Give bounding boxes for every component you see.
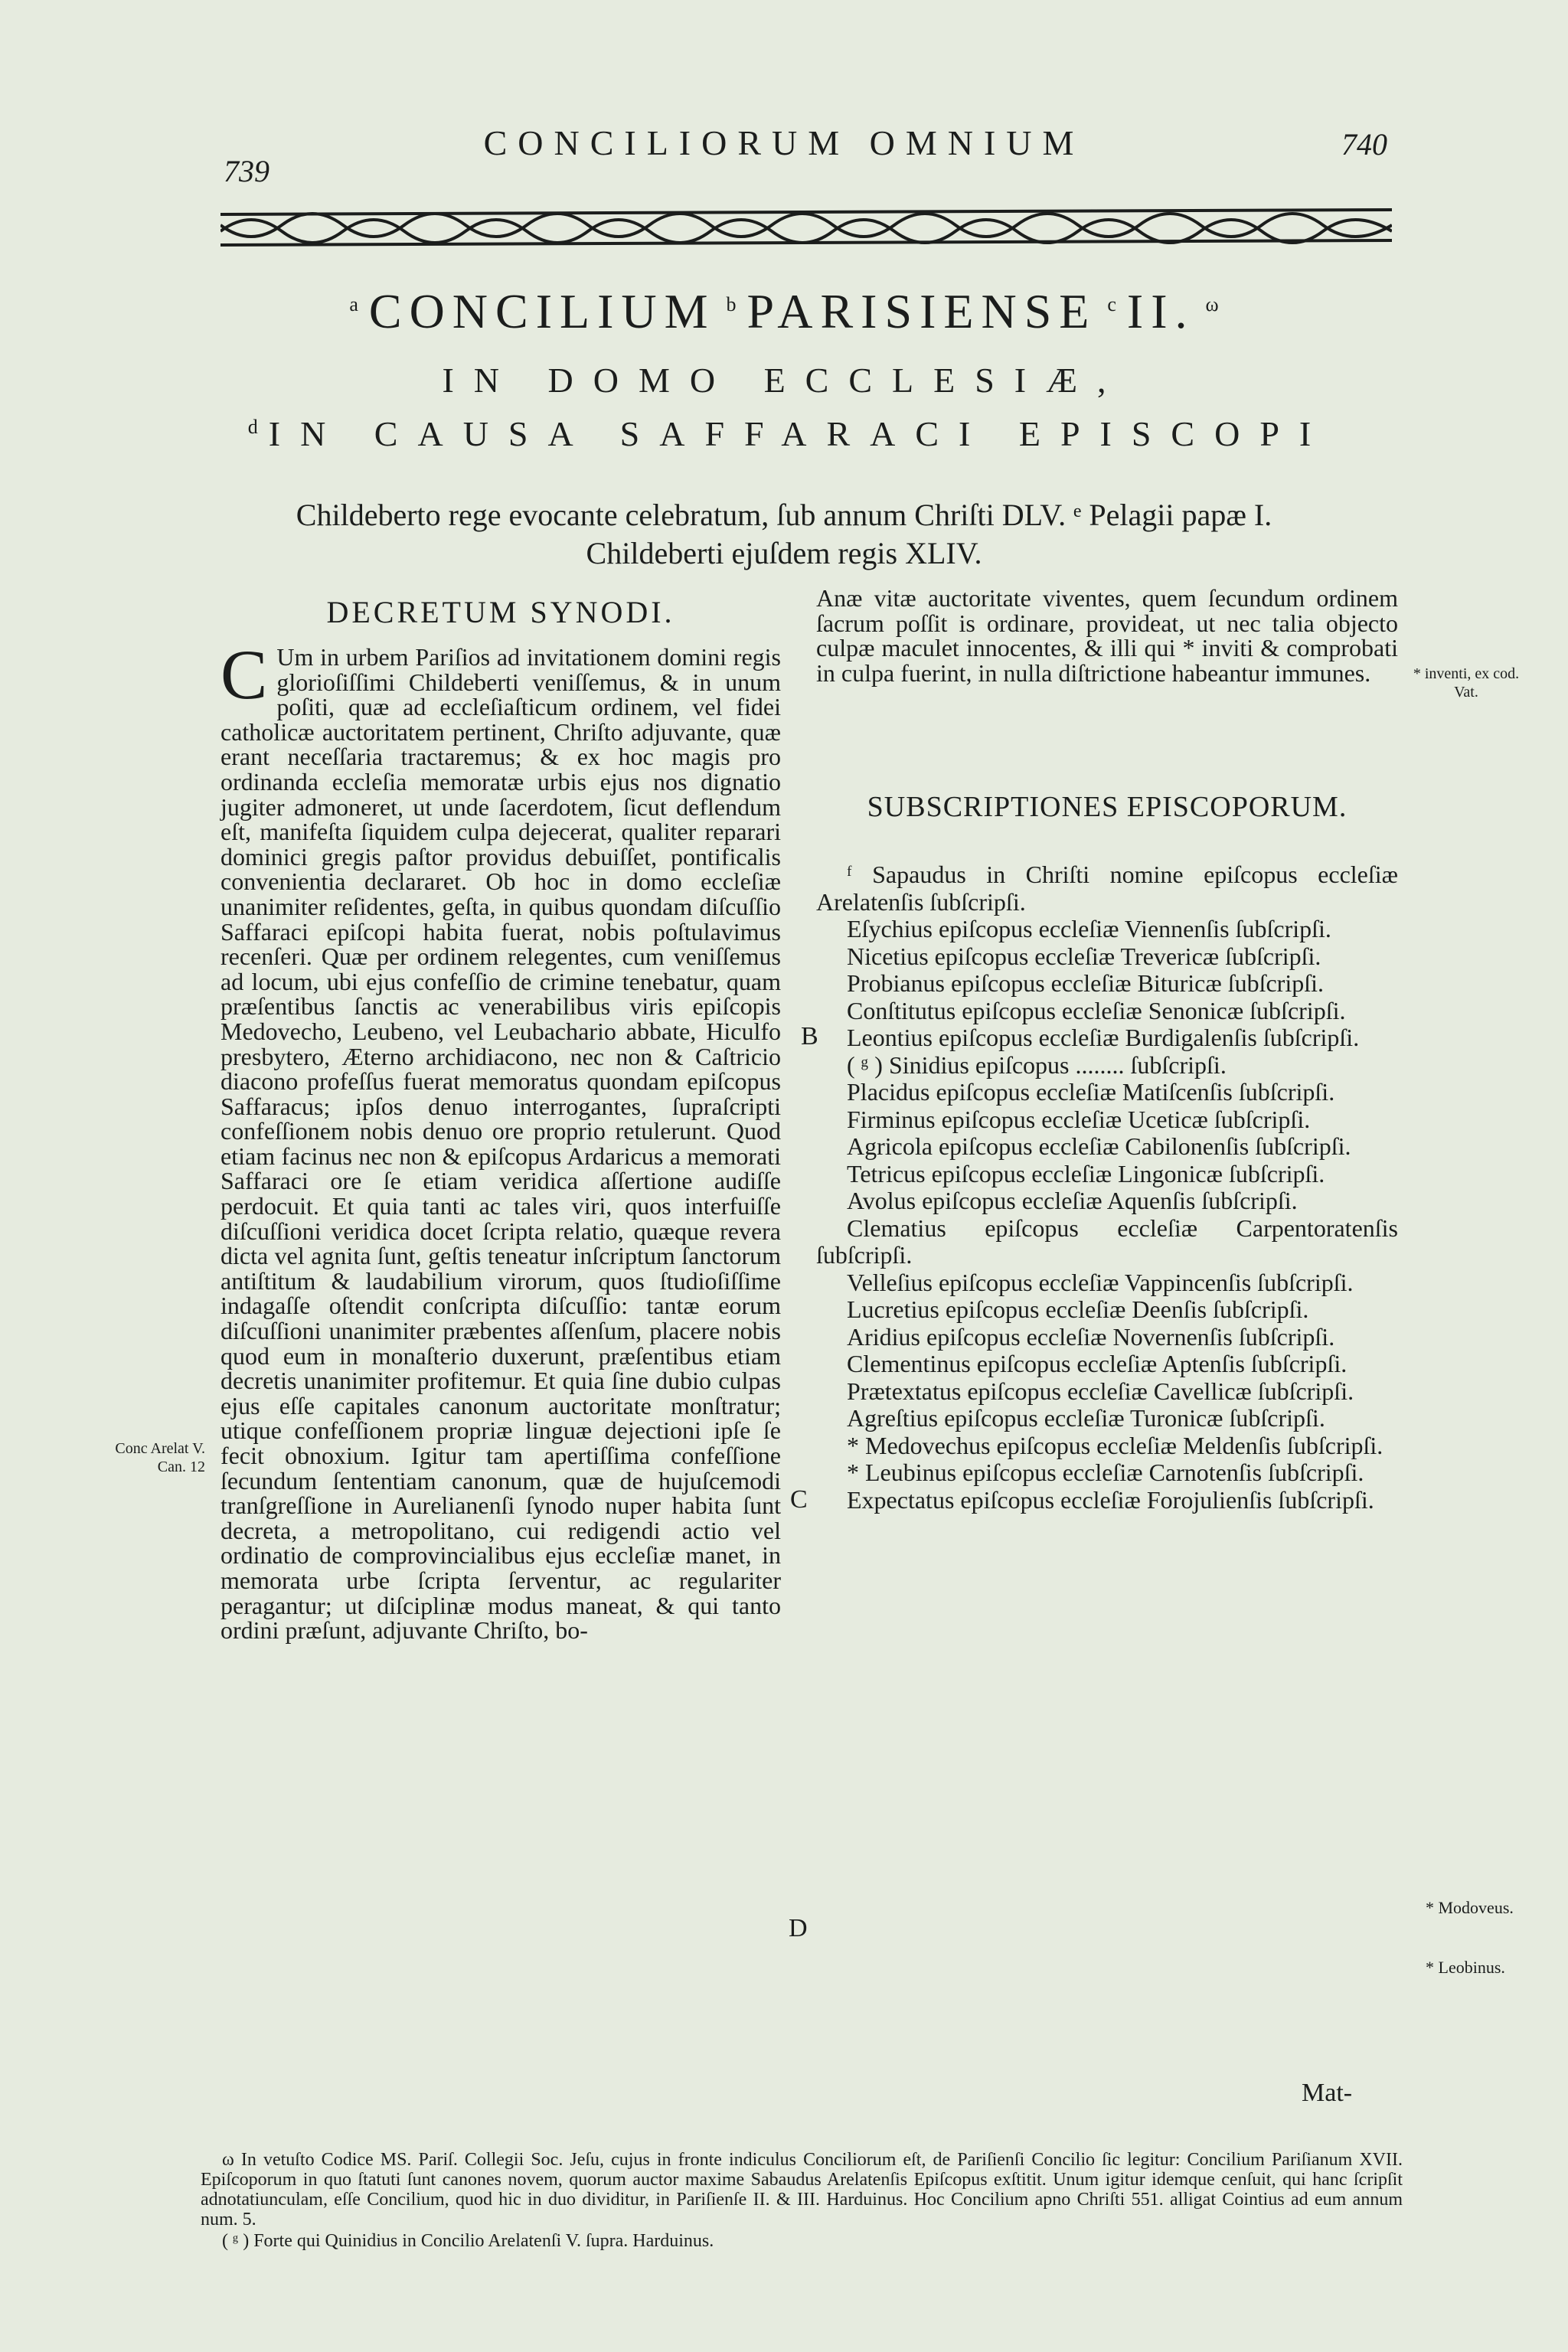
decretum-body: Um in urbem Pariſios ad invitationem domini regis glorioſiſſimi Childeberti veniſſemus, & in unum poſiti, quæ ad eccleſiaſticum ordinem, vel fidei catholicæ auctoritatem pertinent, Chriſto adjuvante, quæ erant neceſſaria tractaremus; & ex hoc magis pro ordinanda eccleſia memoratæ urbis ejus nos dignatio jugiter admoneret, ut unde ſacerdotem, ſicut deflendum eſt, manifeſta ſiquidem culpa dejecerat, qualiter reparari dominici gregis paſtor providus debuiſſet, pontificalis convenientia declararet. Ob hoc in domo eccleſiæ unanimiter reſidentes, geſta, in quibus quondam diſcuſſio Saffaraci epiſcopi habita fuerat, nobis poſtulavimus recenſeri. Quæ per ordinem relegentes, cum veniſſemus ad locum, ubi ejus confeſſio de crimine tenebatur, quam præſentibus ſanctis ac venerabilibus viris epiſcopis Medovecho, Leubeno, vel Leubachario abbate, Hiculfo presbytero, Æterno archidiacono, nec non & Caſtricio diacono profeſſus fuerat memoratus quondam epiſcopus Saffaracus; ipſos denuo interrogantes, ſupraſcripti confeſſionem nobis denuo ore proprio retulerunt. Quod etiam facinus nec non & epiſcopus Ardaricus a memorati Saffaraci ore ſe etiam veridica aſſertione audiſſe perdocuit. Et quia tanti ac tales viri, quos interfuiſſe diſcuſſioni veridica docet ſcripta relatio, quæque revera dicta vel agnita ſunt, geſtis teneatur inſcriptum ſanctorum antiſtitum & laudabilium virorum, quos ſtudioſiſſime indagaſſe oſtendit conſcripta diſcuſſio: tantæ eorum diſcuſſioni unanimiter præbentes aſſenſum, placere nobis quod eum in monaſterio duxerunt, præſentibus etiam decretis unanimiter profitemur. Et quia ſine dubio culpas ejus eſſe capitales canonum auctoritate monſtratur; utique confeſſionem propriæ linguæ dejectioni ipſe ſe fecit obnoxium. Igitur tam apertiſſima confeſſione ſecundum ſententiam canonum, quæ de hujuſcemodi tranſgreſſione in Aurelianenſi ſynodo nuper habita ſunt decreta, a metropolitano, cui redigendi actio vel ordinatio de comprovincialibus ejus eccleſiæ manet, in memorata urbe ſcripta ſerventur, ac regulariter peragantur; ut diſciplinæ modus maneat, & qui tanto ordini præſunt, adjuvante Chriſto, bo- bbox=[220, 643, 781, 1645]
subscription-item: Velleſius epiſcopus eccleſiæ Vappincenſis ſubſcripſi. bbox=[847, 1268, 1354, 1296]
title-word-concilium: CONCILIUM bbox=[368, 284, 716, 338]
title-line-1 bbox=[0, 283, 1568, 340]
title-line-3 bbox=[0, 413, 1568, 454]
right-column-intro bbox=[816, 586, 1398, 685]
footnote-omega: ω In vetuſto Codice MS. Pariſ. Collegii Soc. Jeſu, cujus in fronte indiculus Conciliorum eſt, de Pariſienſi Concilio ſic legitur: Concilium Pariſianum XVII. Epiſcoporum in quo ſtatuti ſunt canones novem, quorum auctor maxime Sabaudus Arelatenſis Epiſcopus exſtitit. Unum igitur idemque cenſuit, qui hanc ſcripſit adnotatiunculam, eſſe Concilium, quod hic in duo dividitur, in Pariſienſe II. & III. Harduinus. Hoc Concilium apno Chriſti 551. alligat Cointius ad eum annum num. 5. bbox=[201, 2150, 1403, 2230]
subscription-item: Avolus epiſcopus eccleſiæ Aquenſis ſubſcripſi. bbox=[847, 1187, 1298, 1214]
decretum-heading: DECRETUM SYNODI. bbox=[326, 595, 675, 629]
running-head-title: CONCILIORUM OMNIUM bbox=[483, 123, 1085, 162]
decretum-continuation: Anæ vitæ auctoritate viventes, quem ſecundum ordinem ſacrum poſſit is ordinare, provideat, ut nec talia objecto culpæ maculet innocentes, & illi qui * inviti & comprobati in culpa fuerint, in nulla diſtrictione habeantur immunes. bbox=[816, 584, 1398, 687]
subtitle-line-1: Childeberto rege evocante celebratum, ſub annum Chriſti DLV. ᵉ Pelagii papæ I. bbox=[296, 498, 1272, 532]
subscription-item: Nicetius epiſcopus eccleſiæ Trevericæ ſubſcripſi. bbox=[847, 942, 1321, 970]
subscription-item: Leontius epiſcopus eccleſiæ Burdigalenſis ſubſcripſi. bbox=[847, 1024, 1360, 1051]
subscription-item: * Leubinus epiſcopus eccleſiæ Carnotenſis ſubſcripſi. bbox=[847, 1459, 1364, 1486]
subscription-item: Prætextatus epiſcopus eccleſiæ Cavellicæ ſubſcripſi. bbox=[847, 1377, 1354, 1405]
subscription-item: Tetricus epiſcopus eccleſiæ Lingonicæ ſubſcripſi. bbox=[847, 1159, 1325, 1187]
section-letter-b: B bbox=[801, 1022, 818, 1050]
section-letter-d: D bbox=[789, 1914, 808, 1942]
drop-cap: C bbox=[220, 635, 268, 714]
section-letter-c: C bbox=[790, 1485, 808, 1514]
subscriptions-list bbox=[816, 861, 1398, 1514]
footnote-mark-a: a bbox=[349, 292, 358, 315]
footnote-mark-b: b bbox=[726, 292, 737, 315]
catchword: Mat- bbox=[1302, 2079, 1353, 2107]
margin-note-leobinus: * Leobinus. bbox=[1426, 1958, 1505, 1977]
footnotes bbox=[201, 2150, 1403, 2252]
footnote-mark-d: d bbox=[247, 415, 258, 438]
page-number-left: 739 bbox=[224, 154, 270, 188]
subscription-item: Agreſtius epiſcopus eccleſiæ Turonicæ ſubſcripſi. bbox=[847, 1404, 1325, 1432]
subscription-item: ᶠ Sapaudus in Chriſti nomine epiſcopus eccleſiæ Arelatenſis ſubſcripſi. bbox=[816, 861, 1398, 916]
title-line-3-text: IN CAUSA SAFFARACI EPISCOPI bbox=[268, 414, 1331, 453]
subscription-item: Eſychius epiſcopus eccleſiæ Viennenſis ſubſcripſi. bbox=[847, 915, 1331, 942]
title-subtitle bbox=[0, 496, 1568, 573]
subscription-item: Conſtitutus epiſcopus eccleſiæ Senonicæ ſubſcripſi. bbox=[847, 996, 1346, 1024]
subscription-item: Agricola epiſcopus eccleſiæ Cabilonenſis ſubſcripſi. bbox=[847, 1132, 1351, 1160]
subscription-item: Clematius epiſcopus eccleſiæ Carpentoratenſis ſubſcripſi. bbox=[816, 1214, 1398, 1269]
subscription-item: Lucretius epiſcopus eccleſiæ Deenſis ſubſcripſi. bbox=[847, 1295, 1309, 1323]
footnote-mark-omega: ω bbox=[1205, 292, 1219, 315]
title-word-parisiense: PARISIENSE bbox=[746, 284, 1097, 338]
page-number-right: 740 bbox=[1341, 127, 1387, 162]
decretum-text-column bbox=[220, 635, 781, 1645]
subscription-item: * Medovechus epiſcopus eccleſiæ Meldenſis ſubſcripſi. bbox=[847, 1431, 1383, 1459]
title-line-2: IN DOMO ECCLESIÆ, bbox=[442, 361, 1126, 400]
footnote-g: ( ᵍ ) Forte qui Quinidius in Concilio Arelatenſi V. ſupra. Harduinus. bbox=[222, 2231, 714, 2251]
margin-note-inventi: * inventi, ex cod. Vat. bbox=[1413, 665, 1520, 701]
subscription-item: Probianus epiſcopus eccleſiæ Bituricæ ſubſcripſi. bbox=[847, 969, 1324, 997]
subscriptions-heading: SUBSCRIPTIONES EPISCOPORUM. bbox=[867, 791, 1348, 823]
ornament-border bbox=[220, 201, 1392, 251]
subtitle-line-2: Childeberti ejuſdem regis XLIV. bbox=[586, 536, 982, 570]
footnote-mark-c: c bbox=[1107, 292, 1116, 315]
subscription-item: Placidus epiſcopus eccleſiæ Matiſcenſis ſubſcripſi. bbox=[847, 1078, 1335, 1106]
title-word-ii: II. bbox=[1126, 284, 1195, 338]
subscription-item: Clementinus epiſcopus eccleſiæ Aptenſis ſubſcripſi. bbox=[847, 1350, 1348, 1377]
subscription-item: Firminus epiſcopus eccleſiæ Uceticæ ſubſcripſi. bbox=[847, 1105, 1311, 1133]
margin-note-modoveus: * Modoveus. bbox=[1426, 1898, 1514, 1917]
subscription-item: ( ᵍ ) Sinidius epiſcopus ........ ſubſcripſi. bbox=[847, 1050, 1227, 1079]
margin-note-conc-arelat: Conc Arelat V. Can. 12 bbox=[115, 1440, 205, 1475]
subscription-item: Aridius epiſcopus eccleſiæ Novernenſis ſubſcripſi. bbox=[847, 1322, 1335, 1351]
subscription-item: Expectatus epiſcopus eccleſiæ Forojulienſis ſubſcripſi. bbox=[847, 1485, 1374, 1514]
